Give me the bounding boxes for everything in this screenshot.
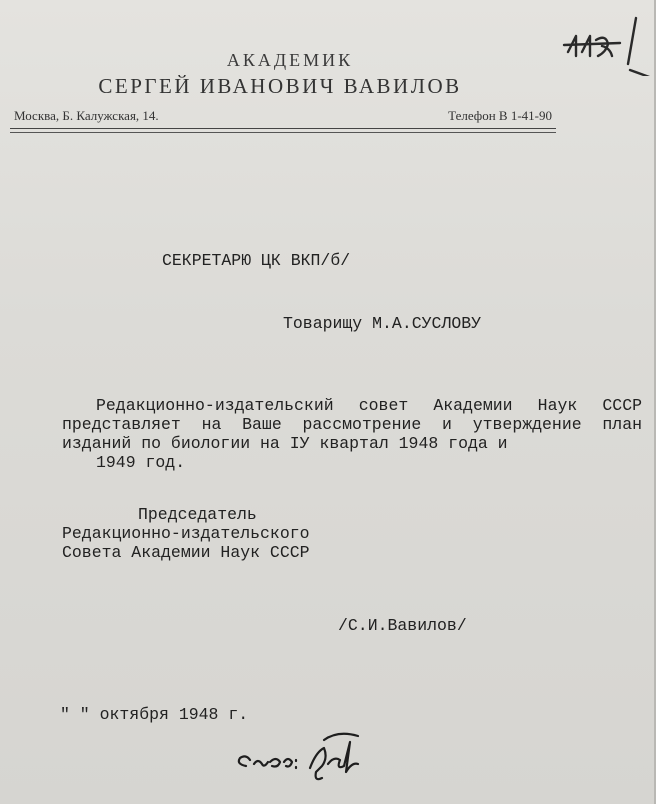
letter-body xyxy=(62,396,642,472)
letter-body-text: Редакционно-издательский совет Академии Наук СССР представляет на Ваше рассмотрение и утверждение план изданий по биологии на IУ квартал 1948 года и xyxy=(62,396,642,453)
signature-organization: Редакционно-издательского xyxy=(62,524,310,543)
letterhead-rule-thin xyxy=(10,132,556,133)
letter-body-last-line: 1949 год. xyxy=(96,453,186,472)
letterhead-address: Москва, Б. Калужская, 14. xyxy=(14,108,159,123)
signer-name: /С.И.Вавилов/ xyxy=(338,616,467,635)
date-line: " " октября 1948 г. xyxy=(60,705,249,724)
letterhead-rule xyxy=(10,128,556,129)
handwritten-note xyxy=(232,728,382,790)
addressee-name: Товарищу М.А.СУСЛОВУ xyxy=(283,314,482,333)
letterhead-title: АКАДЕМИК xyxy=(226,50,354,70)
addressee-title: СЕКРЕТАРЮ ЦК ВКП/б/ xyxy=(162,251,351,270)
signature-institution: Совета Академии Наук СССР xyxy=(62,543,310,562)
signature-position: Председатель xyxy=(138,505,257,524)
signature-block xyxy=(62,505,462,562)
letterhead-phone: Телефон В 1-41-90 xyxy=(448,108,552,123)
letterhead-name: СЕРГЕЙ ИВАНОВИЧ ВАВИЛОВ xyxy=(98,74,462,98)
